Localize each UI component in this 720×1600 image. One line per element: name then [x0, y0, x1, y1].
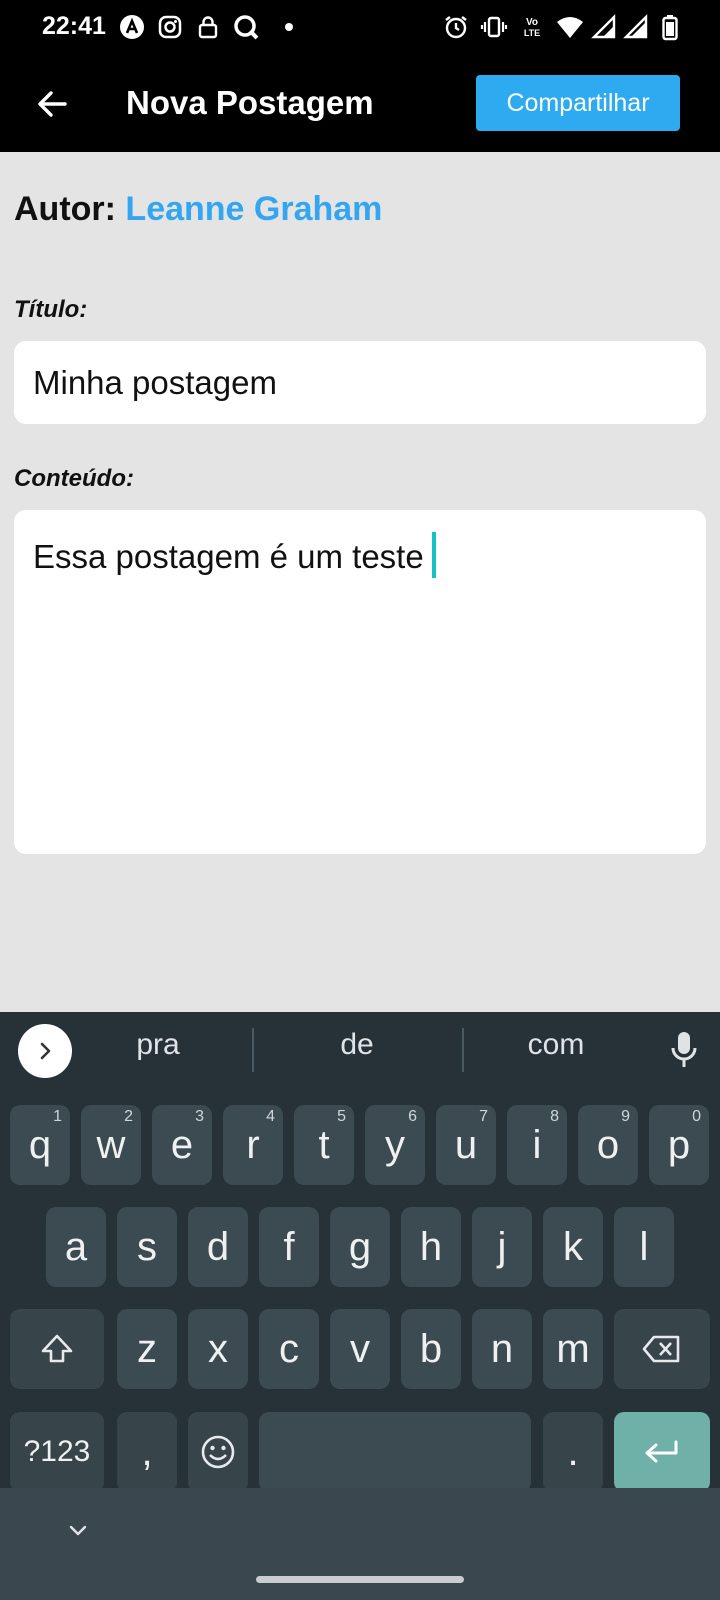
key-y[interactable]: y 6 [365, 1105, 425, 1185]
key-w[interactable]: w 2 [81, 1105, 141, 1185]
wifi-icon [556, 13, 584, 41]
battery-icon [656, 13, 684, 41]
key-s[interactable]: s [117, 1207, 177, 1287]
key-o[interactable]: o 9 [578, 1105, 638, 1185]
suggestion-strip [0, 1012, 720, 1088]
key-n[interactable]: n [472, 1309, 532, 1389]
keyboard-menu-button[interactable] [18, 1024, 72, 1078]
title-label: Título: [14, 296, 88, 323]
key-e[interactable]: e 3 [152, 1105, 212, 1185]
voice-input-button[interactable] [668, 1028, 700, 1072]
svg-text:LTE: LTE [523, 28, 541, 38]
page-title: Nova Postagem [126, 84, 374, 121]
author-name: Leanne Graham [125, 190, 383, 228]
status-bar [0, 0, 720, 56]
dot-icon [275, 13, 303, 41]
title-input[interactable] [14, 341, 706, 424]
enter-icon [642, 1437, 682, 1467]
chevron-down-icon [66, 1518, 90, 1542]
lock-icon [194, 13, 222, 41]
backspace-key[interactable] [614, 1309, 710, 1389]
backspace-icon [642, 1334, 682, 1364]
instagram-icon [156, 13, 184, 41]
microphone-icon [670, 1031, 698, 1069]
key-a[interactable]: a [46, 1207, 106, 1287]
symbols-key[interactable]: ?123 [10, 1412, 104, 1492]
key-h[interactable]: h [401, 1207, 461, 1287]
key-l[interactable]: l [614, 1207, 674, 1287]
author-row [14, 190, 382, 229]
key-x[interactable]: x [188, 1309, 248, 1389]
key-t[interactable]: t 5 [294, 1105, 354, 1185]
key-k[interactable]: k [543, 1207, 603, 1287]
key-m[interactable]: m [543, 1309, 603, 1389]
vibrate-icon [480, 13, 508, 41]
app-header [0, 56, 720, 152]
content-label: Conteúdo: [14, 465, 134, 492]
author-label: Autor: [14, 190, 116, 228]
content-text: Essa postagem é um teste [33, 538, 424, 575]
suggestion-3[interactable]: com [527, 1028, 585, 1061]
signal-icon [622, 13, 650, 41]
suggestion-divider [252, 1028, 254, 1072]
signal-icon [590, 13, 618, 41]
key-r[interactable]: r 4 [223, 1105, 283, 1185]
key-g[interactable]: g [330, 1207, 390, 1287]
status-time: 22:41 [42, 12, 106, 40]
space-key[interactable] [259, 1412, 531, 1492]
key-j[interactable]: j [472, 1207, 532, 1287]
share-button[interactable]: Compartilhar [476, 75, 680, 131]
app-a-icon [118, 13, 146, 41]
back-button[interactable] [26, 78, 78, 130]
emoji-icon [200, 1434, 236, 1470]
navigation-bar [0, 1488, 720, 1600]
comma-key[interactable]: , [117, 1412, 177, 1492]
volte-icon [518, 13, 546, 41]
arrow-left-icon [35, 87, 69, 121]
key-d[interactable]: d [188, 1207, 248, 1287]
emoji-key[interactable] [188, 1412, 248, 1492]
content-textarea[interactable] [14, 510, 706, 854]
key-p[interactable]: p 0 [649, 1105, 709, 1185]
text-caret [432, 532, 436, 578]
suggestion-2[interactable]: de [340, 1028, 374, 1061]
enter-key[interactable] [614, 1412, 710, 1492]
shift-icon [39, 1331, 75, 1367]
key-i[interactable]: i 8 [507, 1105, 567, 1185]
home-gesture-bar[interactable] [256, 1576, 464, 1583]
period-key[interactable]: . [543, 1412, 603, 1492]
key-z[interactable]: z [117, 1309, 177, 1389]
hide-keyboard-button[interactable] [56, 1508, 100, 1552]
key-c[interactable]: c [259, 1309, 319, 1389]
key-f[interactable]: f [259, 1207, 319, 1287]
suggestion-1[interactable]: pra [136, 1028, 180, 1061]
alarm-icon [442, 13, 470, 41]
shift-key[interactable] [10, 1309, 104, 1389]
svg-text:Vo: Vo [525, 17, 539, 28]
chevron-right-icon [34, 1040, 56, 1062]
key-q[interactable]: q 1 [10, 1105, 70, 1185]
key-u[interactable]: u 7 [436, 1105, 496, 1185]
virtual-keyboard [0, 1012, 720, 1488]
key-b[interactable]: b [401, 1309, 461, 1389]
key-v[interactable]: v [330, 1309, 390, 1389]
q-app-icon [232, 13, 260, 41]
suggestion-divider [462, 1028, 464, 1072]
